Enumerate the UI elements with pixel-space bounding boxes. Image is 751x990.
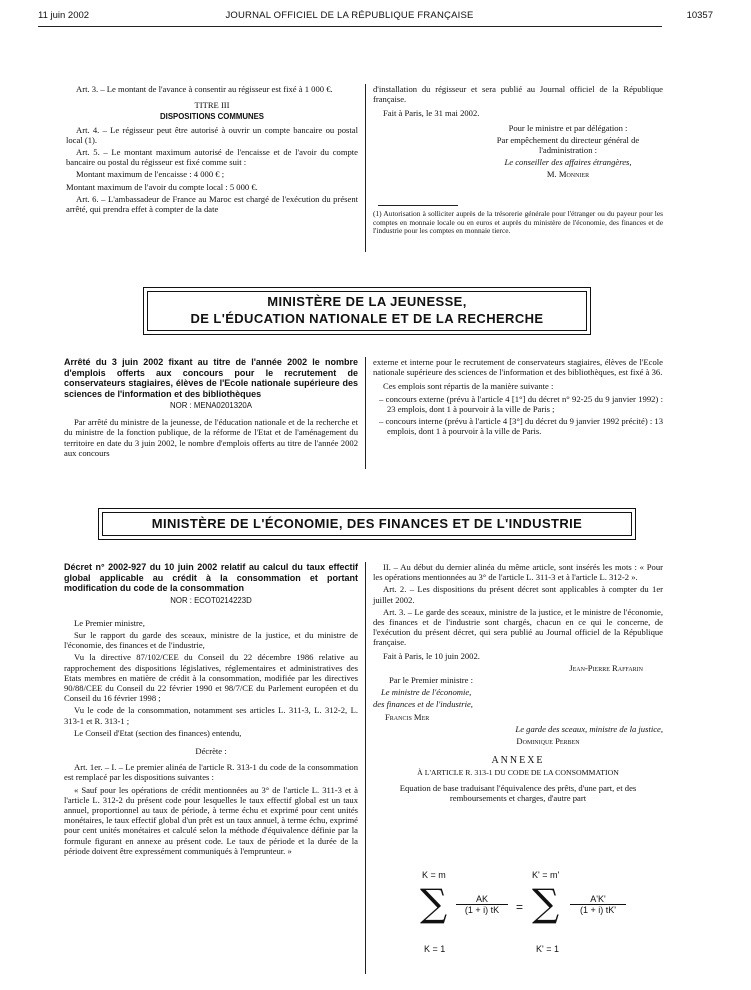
footnote-rule (378, 205, 458, 206)
header-date: 11 juin 2002 (38, 10, 90, 21)
column-divider-top (365, 84, 366, 252)
article-3: Art. 3. – Le montant de l'avance à consentir au régisseur est fixé à 1 000 €. (76, 84, 333, 94)
header-journal-title: JOURNAL OFFICIEL DE LA RÉPUBLIQUE FRANÇAISE (225, 10, 474, 21)
formula-fraction-1 (456, 894, 508, 915)
decret-vu-code: Vu le code de la consommation, notamment ses articles L. 311-3, L. 312-2, L. 313-1 et R. 313-1 ; (64, 705, 358, 726)
fait-a-paris-10-juin: Fait à Paris, le 10 juin 2002. (383, 650, 480, 661)
formula-sum1-lower: K = 1 (424, 944, 446, 954)
decret-rapport: Sur le rapport du garde des sceaux, ministre de la justice, et du ministre de l'économie, des finances et de l'industrie, (64, 629, 358, 651)
summation-symbol-2: ∑ (532, 881, 560, 925)
arrete-list-item-externe: – concours externe (prévu à l'article 4 [1°] du décret n° 92-25 du 9 janvier 1992) : 23 emplois, dont 1 à pourvoir à la ville de Paris ; (379, 393, 663, 414)
par-le-premier-ministre: Par le Premier ministre : (389, 675, 474, 686)
article-5: Art. 5. – Le montant maximum autorisé de l'encaisse et de l'avoir du compte bancaire ou postal du régisseur est fixé comme suit : (66, 147, 358, 168)
top-right-column (373, 84, 663, 182)
top-left-column (66, 84, 358, 216)
titre-heading: TITRE III (194, 100, 230, 111)
fait-a-paris-31-mai: Fait à Paris, le 31 mai 2002. (383, 108, 480, 119)
header-rule (38, 26, 662, 27)
footnote (373, 210, 663, 238)
page-header (38, 10, 713, 26)
formula-sum2-upper: K' = m' (532, 870, 560, 880)
article-6: Art. 6. – L'ambassadeur de France au Maroc est chargé de l'exécution du présent arrêté, qui prendra effet à compter de la date (66, 193, 358, 215)
header-page-number: 10357 (686, 10, 713, 21)
decret-left-column (64, 562, 358, 858)
equivalence-formula (412, 866, 662, 976)
article-5-avoir: Montant maximum de l'avoir du compte local : 5 000 €. (66, 181, 258, 192)
column-divider-decret (365, 562, 366, 974)
annexe-subheading: À L'ARTICLE R. 313-1 DU CODE DE LA CONSOMMATION (417, 768, 619, 778)
arrete-title: Arrêté du 3 juin 2002 fixant au titre de l'année 2002 le nombre d'emplois offerts aux concours pour le recrutement de conservateurs stagiaires, élèves de l'Ecole nationale supérieure des sciences de l'information et des bibliothèques (64, 357, 358, 399)
annexe-heading: ANNEXE (491, 755, 545, 767)
signature-conseiller: Le conseiller des affaires étrangères, (504, 157, 632, 168)
annexe-equation-text: Equation de base traduisant l'équivalence des prêts, d'une part, et des remboursements et charges, d'autre part (399, 782, 637, 803)
summation-symbol-1: ∑ (420, 881, 448, 925)
article-6-continued: d'installation du régisseur et sera publié au Journal officiel de la République française. (373, 84, 663, 105)
decret-article-1-quote: « Sauf pour les opérations de crédit mentionnées au 3° de l'article L. 311-3 et à l'article L. 312-2 du présent code pour lesquelles le taux effectif global est un taux annuel, proportionnel au taux de période, à terme échu et exprimé pour cent unités monétaires, le taux effectif global d'un prêt est un taux annuel, à terme échu, exprimé pour cent unités monétaires et calculé selon la méthode d'équivalence définie par la formule figurant en annexe au présent code. Le taux de période et la durée de la période doivent être expressément communiqués à l'emprunteur. » (64, 784, 358, 856)
decret-conseil-etat: Le Conseil d'Etat (section des finances) entendu, (74, 727, 242, 738)
column-divider-arrete (365, 357, 366, 469)
decret-article-2: Art. 2. – Les dispositions du présent décret sont applicables à compter du 1er juillet 2002. (373, 584, 663, 605)
decret-premier-ministre: Le Premier ministre, (74, 617, 145, 628)
signature-francis-mer: Francis Mer (385, 711, 430, 722)
formula-denominator-2: (1 + i) tK' (580, 905, 616, 915)
formula-equals: = (516, 900, 524, 914)
decret-article-3: Art. 3. – Le garde des sceaux, ministre de la justice, et le ministre de l'économie, des finances et de l'industrie sont chargés, chacun en ce qui le concerne, de l'exécution du présent décret, qui sera publié au Journal officiel de la République française. (373, 606, 663, 648)
formula-sum2-lower: K' = 1 (536, 944, 559, 954)
signature-empechement: Par empêchement du directeur général de l'administration : (496, 134, 640, 156)
arrete-list-item-interne: – concours interne (prévu à l'article 4 [3°] du décret du 9 janvier 1992 précité) : 13 emplois, dont 1 à pourvoir à la ville de Paris. (379, 416, 663, 437)
signature-ministre-economie-1: Le ministre de l'économie, (381, 687, 472, 698)
formula-fraction-2 (570, 894, 626, 915)
formula-sum1-upper: K = m (422, 870, 446, 880)
signature-ministre-economie-2: des finances et de l'industrie, (373, 699, 473, 710)
decret-article-1-II: II. – Au début du dernier alinéa du même article, sont insérés les mots : « Pour les opérations mentionnées au 3° de l'article L. 311-3 et à l'article L. 312-2 ». (373, 562, 663, 583)
article-5-encaisse: Montant maximum de l'encaisse : 4 000 € ; (76, 169, 225, 180)
decret-nor: NOR : ECOT0214223D (170, 595, 252, 605)
footnote-text: (1) Autorisation à solliciter auprès de la trésorerie générale pour l'étranger ou du payeur pour les comptes en monnaie locale ou en euros et auprès du ministère de l'économie, des finances et de l'industrie pour les comptes en monnaie tierce. (373, 209, 663, 236)
arrete-nor: NOR : MENA0201320A (170, 401, 252, 410)
decret-vu-directive: Vu la directive 87/102/CEE du Conseil du 22 décembre 1986 relative au rapprochement des dispositions législatives, réglementaires et administratives des Etats membres en matière de crédit à la consommation, modifiée par les directives 90/88/CEE du Conseil du 22 février 1990 et 98/7/CE du Parlement européen et du Conseil du 16 février 1998 ; (64, 652, 358, 704)
signature-perben: Dominique Perben (516, 736, 580, 747)
arrete-paragraph-2: externe et interne pour le recrutement de conservateurs stagiaires, élèves de l'Ecole nationale supérieure des sciences de l'information et des bibliothèques, est fixé à 36. (373, 357, 663, 378)
formula-numerator-2: A'K' (570, 894, 626, 905)
arrete-right-column (373, 357, 663, 438)
arrete-left-column (64, 357, 358, 460)
decret-right-column (373, 562, 663, 805)
decret-title: Décret n° 2002-927 du 10 juin 2002 relatif au calcul du taux effectif global applicable au crédit à la consommation et portant modification du code de la consommation (64, 562, 358, 593)
ministry-jeunesse-line2: DE L'ÉDUCATION NATIONALE ET DE LA RECHERCHE (190, 311, 544, 326)
ministry-economie-box (98, 508, 636, 540)
decret-decrete: Décrète : (195, 745, 227, 756)
ministry-jeunesse-box (143, 287, 591, 335)
decret-article-1: Art. 1er. – I. – Le premier alinéa de l'article R. 313-1 du code de la consommation est remplacé par les dispositions suivantes : (64, 762, 358, 783)
formula-numerator-1: AK (456, 894, 508, 905)
ministry-jeunesse-line1: MINISTÈRE DE LA JEUNESSE, (267, 294, 467, 309)
arrete-paragraph-3: Ces emplois sont répartis de la manière suivante : (383, 381, 554, 392)
signature-raffarin: Jean-Pierre Raffarin (569, 662, 643, 673)
signature-name-monnier: M. Monnier (546, 169, 590, 180)
article-4: Art. 4. – Le régisseur peut être autorisé à ouvrir un compte bancaire ou postal local (1). (66, 124, 358, 145)
titre-subheading: DISPOSITIONS COMMUNES (160, 112, 264, 122)
formula-denominator-1: (1 + i) tK (464, 905, 500, 915)
signature-delegation: Pour le ministre et par délégation : (508, 122, 628, 133)
signature-garde-sceaux: Le garde des sceaux, ministre de la justice, (515, 723, 663, 734)
ministry-economie-line1: MINISTÈRE DE L'ÉCONOMIE, DES FINANCES ET DE L'INDUSTRIE (151, 516, 583, 531)
arrete-paragraph-1: Par arrêté du ministre de la jeunesse, de l'éducation nationale et de la recherche et du ministre de la fonction publique, de la réforme de l'Etat et de l'aménagement du territoire en date du 3 juin 2002, le nombre d'emplois offerts au titre de l'année 2002 aux concours (64, 417, 358, 458)
